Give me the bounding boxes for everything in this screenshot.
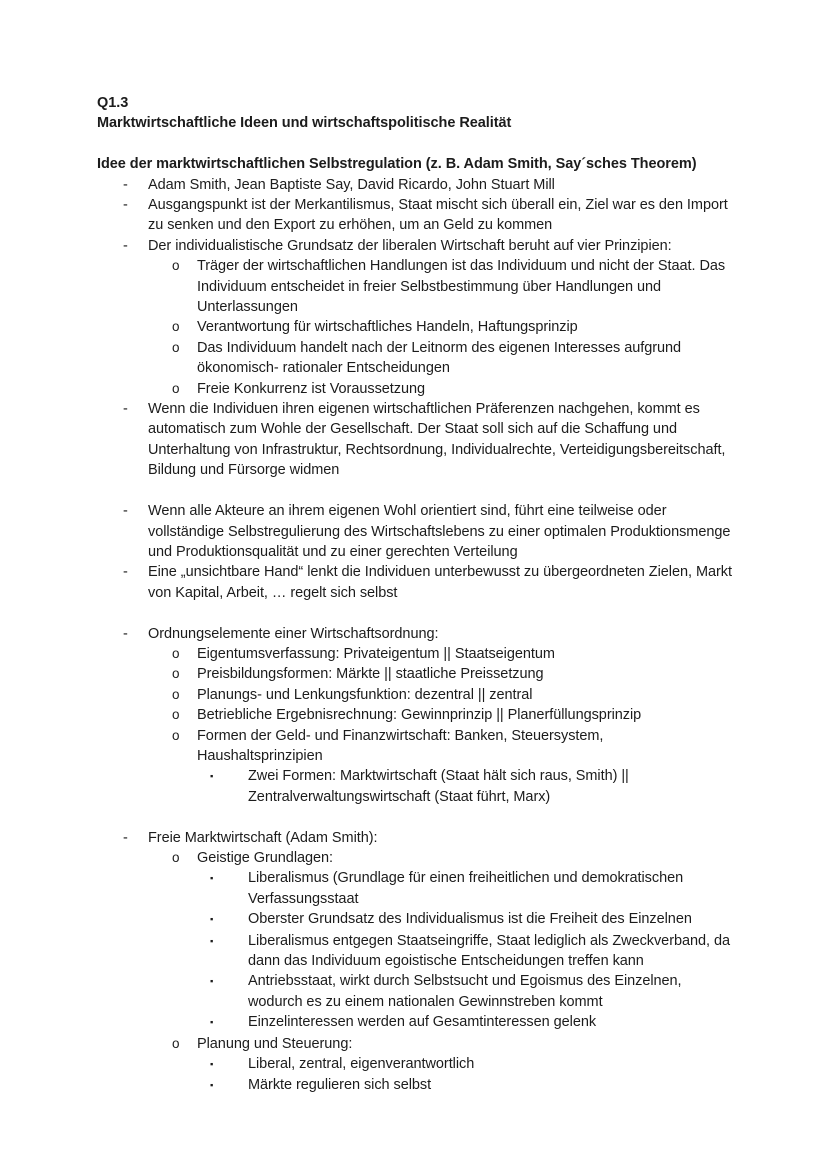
list-item-text: Liberalismus (Grundlage für einen freiheitlichen und demokratischen Verfassungsstaat bbox=[248, 870, 684, 907]
list-item-text: Antriebsstaat, wirkt durch Selbstsucht und Egoismus des Einzelnen, wodurch es zu einem nationalen Gewinnstreben kommt bbox=[248, 973, 682, 1010]
list-item bbox=[97, 501, 732, 562]
square-bullet-icon: ▪ bbox=[210, 873, 214, 885]
list-item-text: Betriebliche Ergebnisrechnung: Gewinnprinzip || Planerfüllungsprinzip bbox=[197, 707, 642, 724]
list-item bbox=[97, 624, 732, 644]
list-item bbox=[97, 175, 732, 195]
list-item-text: Das Individuum handelt nach der Leitnorm des eigenen Interesses aufgrund ökonomisch- rationaler Entscheidungen bbox=[197, 339, 682, 377]
list-item-text: Eine „unsichtbare Hand“ lenkt die Individuen unterbewusst zu übergeordneten Zielen, Markt von Kapital, Arbeit, … regelt sich selbst bbox=[148, 564, 732, 601]
list-item-text: Wenn alle Akteure an ihrem eigenen Wohl orientiert sind, führt eine teilweise oder vollständige Selbstregulierung des Wirtschaftslebens zu einer optimalen Produktionsmenge und Produktionsqualität und zu einer gerechten Verteilung bbox=[148, 503, 731, 560]
list-item bbox=[97, 317, 732, 337]
circle-bullet-icon: o bbox=[172, 258, 180, 274]
square-bullet-icon: ▪ bbox=[210, 976, 214, 988]
list-item bbox=[97, 828, 732, 848]
list-item-text: Liberal, zentral, eigenverantwortlich bbox=[248, 1056, 475, 1073]
circle-bullet-icon: o bbox=[172, 319, 180, 335]
list-item-text: Geistige Grundlagen: bbox=[197, 849, 334, 866]
list-item-text: Planung und Steuerung: bbox=[197, 1035, 353, 1052]
list-item-text: Adam Smith, Jean Baptiste Say, David Ricardo, John Stuart Mill bbox=[148, 176, 555, 193]
dash-bullet-icon: - bbox=[123, 176, 128, 193]
circle-bullet-icon: o bbox=[172, 686, 180, 702]
dash-bullet-icon: - bbox=[123, 564, 128, 581]
list-item-text: Oberster Grundsatz des Individualismus ist die Freiheit des Einzelnen bbox=[248, 911, 692, 928]
list-item bbox=[97, 644, 732, 664]
section-heading: Idee der marktwirtschaftlichen Selbstregulation (z. B. Adam Smith, Say´sches Theorem) bbox=[97, 156, 697, 173]
list-item bbox=[97, 562, 732, 603]
outline-list bbox=[97, 175, 732, 1097]
list-item-text: Freie Konkurrenz ist Voraussetzung bbox=[197, 380, 425, 397]
circle-bullet-icon: o bbox=[172, 380, 180, 396]
list-item bbox=[97, 705, 732, 725]
square-bullet-icon: ▪ bbox=[210, 935, 214, 947]
list-item-text: Planungs- und Lenkungsfunktion: dezentral || zentral bbox=[197, 686, 533, 703]
list-item bbox=[97, 664, 732, 684]
list-item-text: Preisbildungsformen: Märkte || staatliche Preissetzung bbox=[197, 666, 544, 683]
list-item bbox=[97, 195, 732, 236]
list-item-text: Märkte regulieren sich selbst bbox=[248, 1077, 432, 1094]
square-bullet-icon: ▪ bbox=[210, 1059, 214, 1071]
list-item bbox=[97, 685, 732, 705]
document-title: Marktwirtschaftliche Ideen und wirtschaftspolitische Realität bbox=[97, 115, 512, 132]
list-item-text: Liberalismus entgegen Staatseingriffe, Staat lediglich als Zweckverband, da dann das Individuum egoistische Entscheidungen treffen kann bbox=[248, 932, 731, 969]
list-item-text: Ausgangspunkt ist der Merkantilismus, Staat mischt sich überall ein, Ziel war es den Import zu senken und den Export zu erhöhen, um an Geld zu kommen bbox=[148, 197, 728, 234]
dash-bullet-icon: - bbox=[123, 401, 128, 418]
dash-bullet-icon: - bbox=[123, 503, 128, 520]
list-item bbox=[97, 909, 732, 930]
circle-bullet-icon: o bbox=[172, 339, 180, 355]
list-item bbox=[97, 399, 732, 481]
list-item bbox=[97, 848, 732, 868]
section-number: Q1.3 bbox=[97, 95, 129, 111]
list-item bbox=[97, 1054, 732, 1075]
list-item bbox=[97, 379, 732, 399]
list-item bbox=[97, 766, 732, 807]
title-block bbox=[97, 93, 732, 134]
list-item bbox=[97, 1034, 732, 1054]
circle-bullet-icon: o bbox=[172, 849, 180, 865]
circle-bullet-icon: o bbox=[172, 707, 180, 723]
list-item-text: Zwei Formen: Marktwirtschaft (Staat hält sich raus, Smith) || Zentralverwaltungswirtschaft (Staat führt, Marx) bbox=[248, 768, 629, 805]
list-item bbox=[97, 256, 732, 317]
list-item-text: Träger der wirtschaftlichen Handlungen ist das Individuum und nicht der Staat. Das Individuum entscheidet in freier Selbstbestimmung über Handlungen und Unterlassungen bbox=[197, 258, 726, 316]
square-bullet-icon: ▪ bbox=[210, 1017, 214, 1029]
list-item bbox=[97, 726, 732, 767]
dash-bullet-icon: - bbox=[123, 197, 128, 214]
list-item-text: Freie Marktwirtschaft (Adam Smith): bbox=[148, 829, 378, 846]
list-item bbox=[97, 1012, 732, 1033]
list-item bbox=[97, 931, 732, 972]
dash-bullet-icon: - bbox=[123, 829, 128, 846]
dash-bullet-icon: - bbox=[123, 237, 128, 254]
list-item-text: Formen der Geld- und Finanzwirtschaft: Banken, Steuersystem, Haushaltsprinzipien bbox=[197, 727, 604, 764]
circle-bullet-icon: o bbox=[172, 645, 180, 661]
list-item-text: Verantwortung für wirtschaftliches Handeln, Haftungsprinzip bbox=[197, 319, 578, 336]
list-item-text: Wenn die Individuen ihren eigenen wirtschaftlichen Präferenzen nachgehen, kommt es automatisch zum Wohle der Gesellschaft. Der Staat soll sich auf die Schaffung und Unterhaltung von Infrastruktur, Rechtsordnung, Individualrechte, Verteidigungsbereitschaft, Bildung und Fürsorge widmen bbox=[148, 401, 726, 479]
list-item bbox=[97, 1075, 732, 1096]
square-bullet-icon: ▪ bbox=[210, 771, 214, 783]
square-bullet-icon: ▪ bbox=[210, 914, 214, 926]
dash-bullet-icon: - bbox=[123, 625, 128, 642]
circle-bullet-icon: o bbox=[172, 1035, 180, 1051]
list-item-text: Ordnungselemente einer Wirtschaftsordnung: bbox=[148, 625, 439, 642]
list-item-text: Der individualistische Grundsatz der liberalen Wirtschaft beruht auf vier Prinzipien: bbox=[148, 237, 672, 254]
list-item-text: Einzelinteressen werden auf Gesamtinteressen gelenk bbox=[248, 1014, 597, 1031]
list-item bbox=[97, 338, 732, 379]
list-item bbox=[97, 236, 732, 256]
list-item bbox=[97, 868, 732, 909]
list-item bbox=[97, 971, 732, 1012]
circle-bullet-icon: o bbox=[172, 727, 180, 743]
list-item-text: Eigentumsverfassung: Privateigentum || Staatseigentum bbox=[197, 645, 555, 662]
circle-bullet-icon: o bbox=[172, 666, 180, 682]
square-bullet-icon: ▪ bbox=[210, 1080, 214, 1092]
